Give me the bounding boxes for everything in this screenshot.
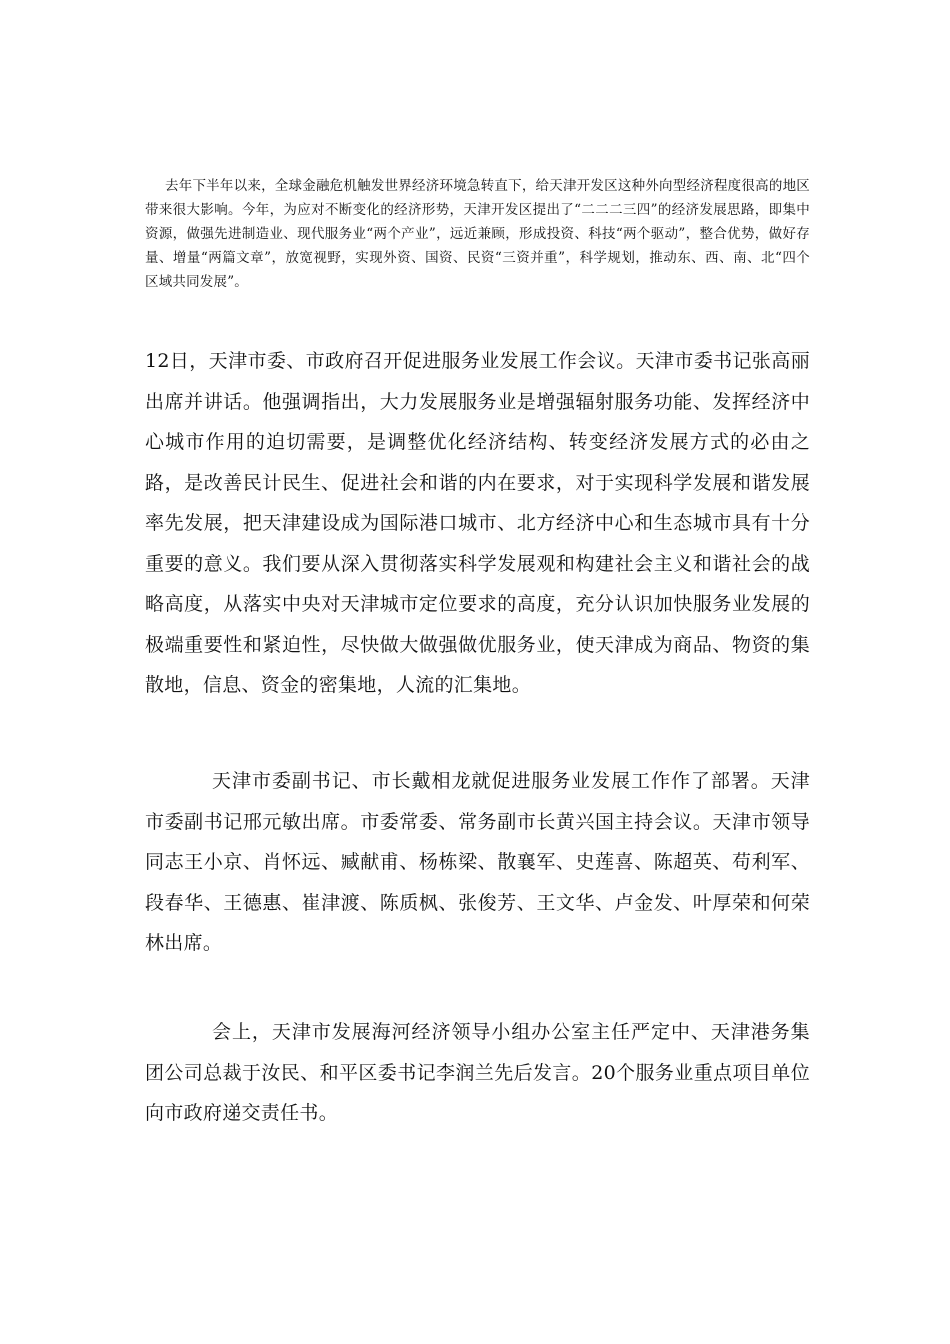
body-paragraph-1: 12日，天津市委、市政府召开促进服务业发展工作会议。天津市委书记张高丽出席并讲话。他强调指出，大力发展服务业是增强辐射服务功能、发挥经济中心城市作用的迫切需要，是调整优化经济结构、转变经济发展方式的必由之路，是改善民计民生、促进社会和谐的内在要求，对于实现科学发展和谐发展率先发展，把天津建设成为国际港口城市、北方经济中心和生态城市具有十分重要的意义。我们要从深入贯彻落实科学发展观和构建社会主义和谐社会的战略高度，从落实中央对天津城市定位要求的高度，充分认识加快服务业发展的极端重要性和紧迫性，尽快做大做强做优服务业，使天津成为商品、物资的集散地，信息、资金的密集地，人流的汇集地。 [145, 350, 810, 696]
body-paragraph-3: 会上，天津市发展海河经济领导小组办公室主任严定中、天津港务集团公司总裁于汝民、和平区委书记李润兰先后发言。20个服务业重点项目单位向市政府递交责任书。 [145, 1021, 810, 1124]
body-paragraph-2: 天津市委副书记、市长戴相龙就促进服务业发展工作作了部署。天津市委副书记邢元敏出席。市委常委、常务副市长黄兴国主持会议。天津市领导同志王小京、肖怀远、臧献甫、杨栋梁、散襄军、史莲喜、陈超英、苟利军、段春华、王德惠、崔津渡、陈质枫、张俊芳、王文华、卢金发、叶厚荣和何荣林出席。 [145, 770, 810, 954]
intro-paragraph: 去年下半年以来，全球金融危机触发世界经济环境急转直下，给天津开发区这种外向型经济程度很高的地区带来很大影响。今年，为应对不断变化的经济形势，天津开发区提出了“二二二三四”的经济发展思路，即集中资源，做强先进制造业、现代服务业“两个产业”，远近兼顾，形成投资、科技“两个驱动”，整合优势，做好存量、增量“两篇文章”，放宽视野，实现外资、国资、民资“三资并重”，科学规划，推动东、西、南、北“四个区域共同发展”。 [145, 178, 810, 290]
